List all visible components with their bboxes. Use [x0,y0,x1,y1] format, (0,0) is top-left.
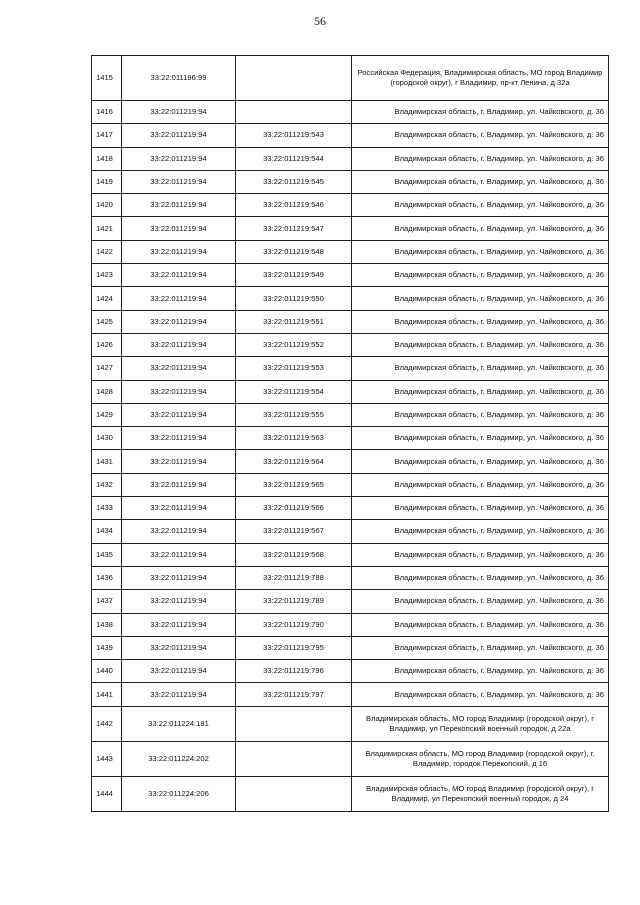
table-row [92,357,609,380]
address-cell: Владимирская область, г. Владимир, ул. Чайковского, д. 36 [352,566,609,589]
table-row [92,194,609,217]
row-number-cell: 1434 [92,520,122,543]
table-row [92,776,609,811]
cadastral-number-cell: 33:22:011224:202 [122,741,236,776]
cadastral-number-cell: 33:22:011219:94 [122,497,236,520]
sub-object-number-cell: 33:22:011219:549 [236,264,352,287]
address-cell: Владимирская область, г. Владимир, ул. Чайковского, д. 36 [352,590,609,613]
table-row [92,613,609,636]
cadastral-number-cell: 33:22:011219:94 [122,217,236,240]
address-cell: Владимирская область, г. Владимир, ул. Чайковского, д. 36 [352,170,609,193]
row-number-cell: 1439 [92,636,122,659]
page-number: 56 [314,14,326,28]
sub-object-number-cell: 33:22:011219:554 [236,380,352,403]
cadastral-number-cell: 33:22:011219:94 [122,240,236,263]
sub-object-number-cell: 33:22:011219:796 [236,660,352,683]
cadastral-number-cell: 33:22:011219:94 [122,194,236,217]
cadastral-number-cell: 33:22:011219:94 [122,333,236,356]
sub-object-number-cell: 33:22:011219:545 [236,170,352,193]
sub-object-number-cell: 33:22:011219:546 [236,194,352,217]
sub-object-number-cell: 33:22:011219:790 [236,613,352,636]
address-cell: Владимирская область, г. Владимир, ул. Чайковского, д. 36 [352,520,609,543]
address-cell: Владимирская область, г. Владимир, ул. Чайковского, д. 36 [352,613,609,636]
row-number-cell: 1441 [92,683,122,706]
table-row [92,566,609,589]
cadastral-number-cell: 33:22:011219:94 [122,683,236,706]
sub-object-number-cell: 33:22:011219:544 [236,147,352,170]
address-cell: Владимирская область, г. Владимир, ул. Чайковского, д. 36 [352,240,609,263]
cadastral-number-cell: 33:22:011219:94 [122,566,236,589]
table-row [92,101,609,124]
cadastral-number-cell: 33:22:011219:94 [122,101,236,124]
sub-object-number-cell: 33:22:011219:543 [236,124,352,147]
cadastral-number-cell: 33:22:011224:206 [122,776,236,811]
sub-object-number-cell: 33:22:011219:547 [236,217,352,240]
address-cell: Владимирская область, г. Владимир, ул. Чайковского, д. 36 [352,147,609,170]
row-number-cell: 1437 [92,590,122,613]
row-number-cell: 1421 [92,217,122,240]
cadastral-number-cell: 33:22:011219:94 [122,473,236,496]
address-cell: Владимирская область, г. Владимир, ул. Чайковского, д. 36 [352,101,609,124]
table-row [92,427,609,450]
sub-object-number-cell: 33:22:011219:566 [236,497,352,520]
row-number-cell: 1423 [92,264,122,287]
row-number-cell: 1430 [92,427,122,450]
row-number-cell: 1418 [92,147,122,170]
row-number-cell: 1422 [92,240,122,263]
sub-object-number-cell: 33:22:011219:555 [236,403,352,426]
row-number-cell: 1431 [92,450,122,473]
cadastral-number-cell: 33:22:011219:94 [122,613,236,636]
address-cell: Владимирская область, г. Владимир, ул. Чайковского, д. 36 [352,497,609,520]
address-cell: Владимирская область, г. Владимир, ул. Чайковского, д. 36 [352,427,609,450]
row-number-cell: 1433 [92,497,122,520]
row-number-cell: 1427 [92,357,122,380]
table-row [92,310,609,333]
table-row [92,741,609,776]
table-row [92,450,609,473]
table-row [92,56,609,101]
table-row [92,473,609,496]
cadastral-number-cell: 33:22:011219:94 [122,124,236,147]
table-row [92,636,609,659]
table-row [92,497,609,520]
table-row [92,403,609,426]
sub-object-number-cell: 33:22:011219:548 [236,240,352,263]
cadastral-number-cell: 33:22:011219:94 [122,287,236,310]
address-cell: Владимирская область, МО город Владимир (городской округ), г Владимир, ул Перекопский военный городок, д 24 [352,776,609,811]
sub-object-number-cell [236,776,352,811]
address-cell: Владимирская область, г. Владимир, ул. Чайковского, д. 36 [352,543,609,566]
row-number-cell: 1426 [92,333,122,356]
table-row [92,520,609,543]
table-row [92,240,609,263]
row-number-cell: 1429 [92,403,122,426]
table-row [92,147,609,170]
sub-object-number-cell: 33:22:011219:563 [236,427,352,450]
registry-table [91,55,609,812]
sub-object-number-cell [236,741,352,776]
cadastral-number-cell: 33:22:011219:94 [122,147,236,170]
sub-object-number-cell: 33:22:011219:551 [236,310,352,333]
table-row [92,287,609,310]
row-number-cell: 1416 [92,101,122,124]
address-cell: Владимирская область, г. Владимир, ул. Чайковского, д. 36 [352,264,609,287]
address-cell: Владимирская область, г. Владимир, ул. Чайковского, д. 36 [352,217,609,240]
row-number-cell: 1436 [92,566,122,589]
cadastral-number-cell: 33:22:011219:94 [122,170,236,193]
address-cell: Владимирская область, МО город Владимир (городской округ), г Владимир, ул Перекопский военный городок, д 22а [352,706,609,741]
row-number-cell: 1440 [92,660,122,683]
table-row [92,706,609,741]
address-cell: Владимирская область, г. Владимир, ул. Чайковского, д. 36 [352,194,609,217]
cadastral-number-cell: 33:22:011219:94 [122,357,236,380]
table-row [92,590,609,613]
cadastral-number-cell: 33:22:011219:94 [122,310,236,333]
sub-object-number-cell: 33:22:011219:550 [236,287,352,310]
cadastral-number-cell: 33:22:011219:94 [122,520,236,543]
table-row [92,683,609,706]
table-row [92,543,609,566]
table-row [92,170,609,193]
address-cell: Владимирская область, г. Владимир, ул. Чайковского, д. 36 [352,380,609,403]
address-cell: Владимирская область, г. Владимир, ул. Чайковского, д. 36 [352,683,609,706]
address-cell: Владимирская область, г. Владимир, ул. Чайковского, д. 36 [352,403,609,426]
sub-object-number-cell: 33:22:011219:552 [236,333,352,356]
cadastral-number-cell: 33:22:011219:94 [122,403,236,426]
row-number-cell: 1443 [92,741,122,776]
row-number-cell: 1428 [92,380,122,403]
address-cell: Владимирская область, г. Владимир, ул. Чайковского, д. 36 [352,357,609,380]
sub-object-number-cell: 33:22:011219:788 [236,566,352,589]
sub-object-number-cell: 33:22:011219:797 [236,683,352,706]
address-cell: Владимирская область, г. Владимир, ул. Чайковского, д. 36 [352,310,609,333]
address-cell: Владимирская область, г. Владимир, ул. Чайковского, д. 36 [352,450,609,473]
sub-object-number-cell: 33:22:011219:564 [236,450,352,473]
address-cell: Владимирская область, г. Владимир, ул. Чайковского, д. 36 [352,660,609,683]
row-number-cell: 1432 [92,473,122,496]
sub-object-number-cell: 33:22:011219:795 [236,636,352,659]
table-row [92,264,609,287]
table-row [92,217,609,240]
row-number-cell: 1417 [92,124,122,147]
address-cell: Владимирская область, г. Владимир, ул. Чайковского, д. 36 [352,333,609,356]
sub-object-number-cell [236,56,352,101]
address-cell: Владимирская область, г. Владимир, ул. Чайковского, д. 36 [352,287,609,310]
cadastral-number-cell: 33:22:011219:94 [122,636,236,659]
row-number-cell: 1444 [92,776,122,811]
address-cell: Владимирская область, МО город Владимир (городской округ), г. Владимир, городок Перекопский, д 16 [352,741,609,776]
cadastral-number-cell: 33:22:011219:94 [122,543,236,566]
cadastral-number-cell: 33:22:011219:94 [122,380,236,403]
sub-object-number-cell [236,706,352,741]
row-number-cell: 1425 [92,310,122,333]
sub-object-number-cell [236,101,352,124]
cadastral-number-cell: 33:22:011219:94 [122,450,236,473]
table-row [92,124,609,147]
row-number-cell: 1419 [92,170,122,193]
cadastral-number-cell: 33:22:011224:181 [122,706,236,741]
cadastral-number-cell: 33:22:011219:94 [122,590,236,613]
row-number-cell: 1442 [92,706,122,741]
row-number-cell: 1420 [92,194,122,217]
sub-object-number-cell: 33:22:011219:553 [236,357,352,380]
cadastral-number-cell: 33:22:011219:94 [122,660,236,683]
address-cell: Владимирская область, г. Владимир, ул. Чайковского, д. 36 [352,124,609,147]
row-number-cell: 1435 [92,543,122,566]
cadastral-number-cell: 33:22:011219:94 [122,264,236,287]
table-row [92,380,609,403]
cadastral-number-cell: 33:22:011219:94 [122,427,236,450]
registry-table-body [92,56,609,812]
row-number-cell: 1415 [92,56,122,101]
sub-object-number-cell: 33:22:011219:568 [236,543,352,566]
cadastral-number-cell: 33:22:011196:99 [122,56,236,101]
table-row [92,333,609,356]
address-cell: Владимирская область, г. Владимир, ул. Чайковского, д. 36 [352,636,609,659]
table-row [92,660,609,683]
sub-object-number-cell: 33:22:011219:565 [236,473,352,496]
row-number-cell: 1424 [92,287,122,310]
address-cell: Российская Федерация, Владимирская область, МО город Владимир (городской округ), г Владимир, пр-кт Ленина, д 32а [352,56,609,101]
sub-object-number-cell: 33:22:011219:567 [236,520,352,543]
address-cell: Владимирская область, г. Владимир, ул. Чайковского, д. 36 [352,473,609,496]
sub-object-number-cell: 33:22:011219:789 [236,590,352,613]
row-number-cell: 1438 [92,613,122,636]
